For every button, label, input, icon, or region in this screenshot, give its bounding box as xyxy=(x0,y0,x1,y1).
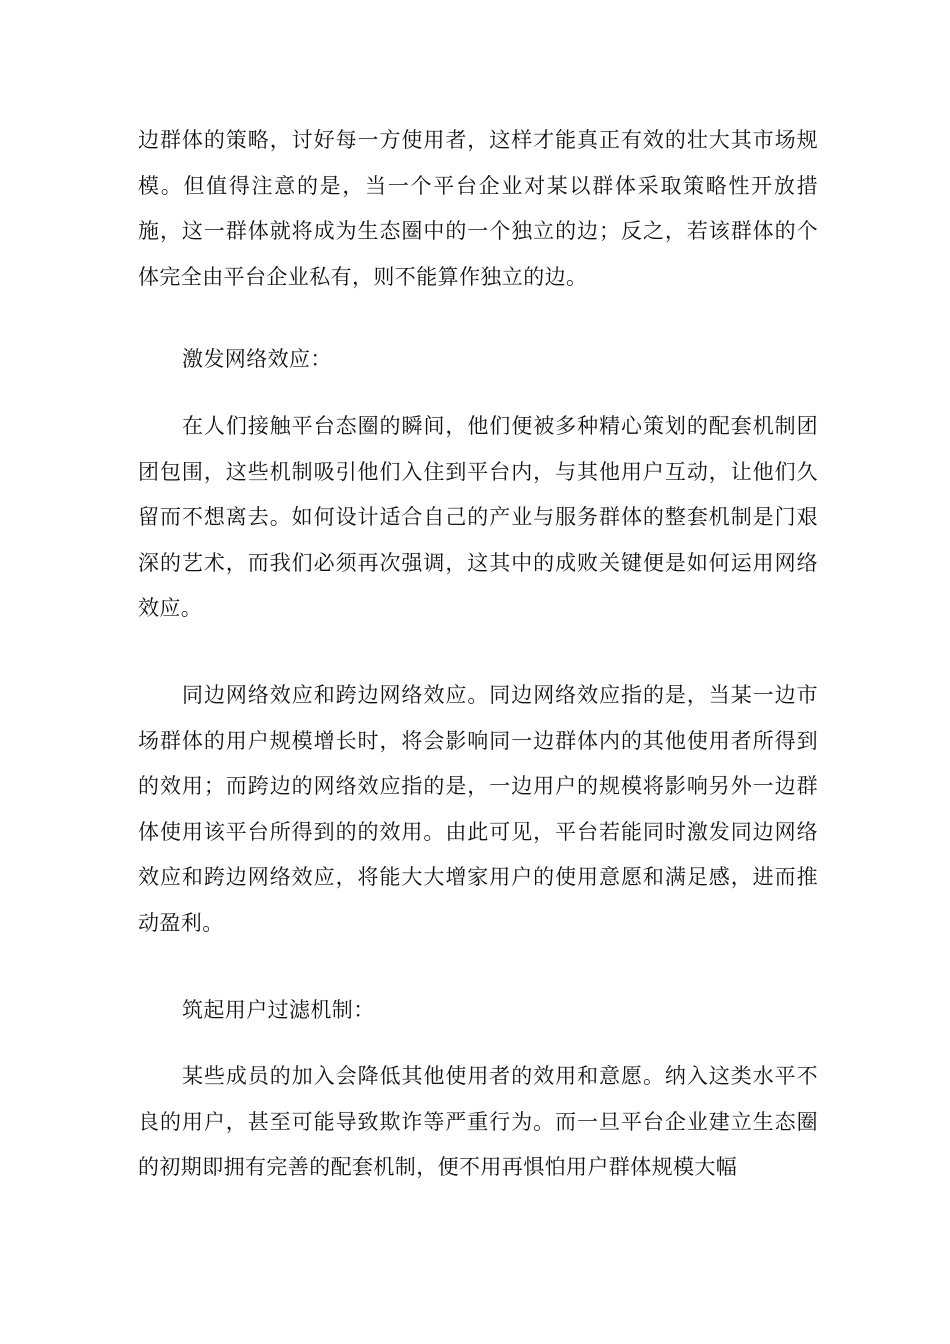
paragraph-continued: 边群体的策略，讨好每一方使用者，这样才能真正有效的壮大其市场规模。但值得注意的是，当一个平台企业对某以群体采取策略性开放措施，这一群体就将成为生态圈中的一个独立的边；反之，若该群体的个体完全由平台企业私有，则不能算作独立的边。 xyxy=(138,128,818,289)
section-heading-user-filter: 筑起用户过滤机制： xyxy=(182,998,375,1022)
paragraph-same-side-cross-side: 同边网络效应和跨边网络效应。同边网络效应指的是，当某一边市场群体的用户规模增长时，将会影响同一边群体内的其他使用者所得到的效用；而跨边的网络效应指的是，一边用户的规模将影响另外一边群体使用该平台所得到的的效用。由此可见，平台若能同时激发同边网络效应和跨边网络效应，将能大大增家用户的使用意愿和满足感，进而推动盈利。 xyxy=(138,683,818,935)
paragraph-platform-mechanisms: 在人们接触平台态圈的瞬间，他们便被多种精心策划的配套机制团团包围，这些机制吸引他们入住到平台内，与其他用户互动，让他们久留而不想离去。如何设计适合自己的产业与服务群体的整套机制是门艰深的艺术，而我们必须再次强调，这其中的成败关键便是如何运用网络效应。 xyxy=(138,414,818,620)
paragraph-user-filter: 某些成员的加入会降低其他使用者的效用和意愿。纳入这类水平不良的用户，甚至可能导致欺诈等严重行为。而一旦平台企业建立生态圈的初期即拥有完善的配套机制，便不用再惧怕用户群体规模大幅 xyxy=(138,1064,818,1179)
section-heading-network-effect: 激发网络效应： xyxy=(182,347,332,371)
